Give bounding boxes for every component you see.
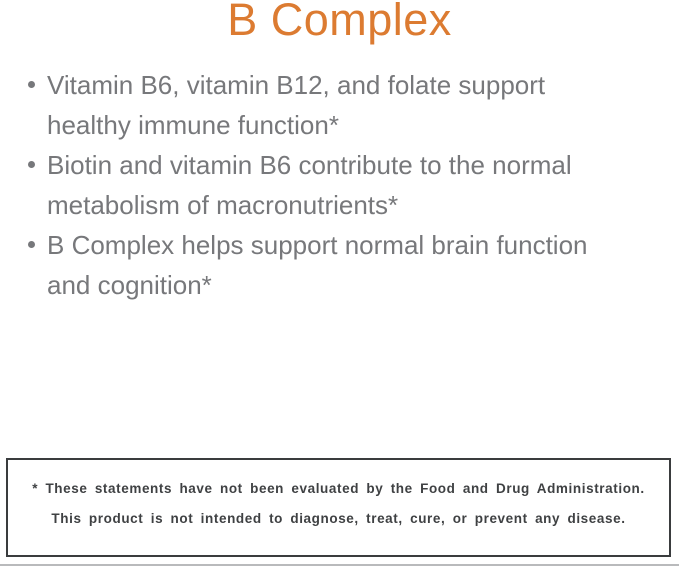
- benefit-text: [47, 65, 545, 145]
- page-title: B Complex: [227, 0, 452, 45]
- list-item: [28, 145, 642, 225]
- disclaimer-line: This product is not intended to diagnose, treat, cure, or prevent any disease.: [51, 511, 626, 526]
- benefit-line: metabolism of macronutrients*: [47, 190, 399, 220]
- list-item: [28, 65, 642, 145]
- bullet-icon: [28, 241, 35, 248]
- benefit-line: B Complex helps support normal brain function: [47, 230, 588, 260]
- benefits-list: [28, 65, 642, 305]
- bullet-icon: [28, 161, 35, 168]
- benefit-text: [47, 225, 588, 305]
- benefit-line: healthy immune function*: [47, 110, 339, 140]
- benefit-line: Vitamin B6, vitamin B12, and folate support: [47, 70, 546, 100]
- disclaimer-line: * These statements have not been evaluated by the Food and Drug Administration.: [32, 481, 645, 496]
- benefit-text: [47, 145, 572, 225]
- disclaimer-box: [6, 458, 671, 557]
- benefit-line: and cognition*: [47, 270, 212, 300]
- benefit-line: Biotin and vitamin B6 contribute to the normal: [47, 150, 572, 180]
- bullet-icon: [28, 81, 35, 88]
- list-item: [28, 225, 642, 305]
